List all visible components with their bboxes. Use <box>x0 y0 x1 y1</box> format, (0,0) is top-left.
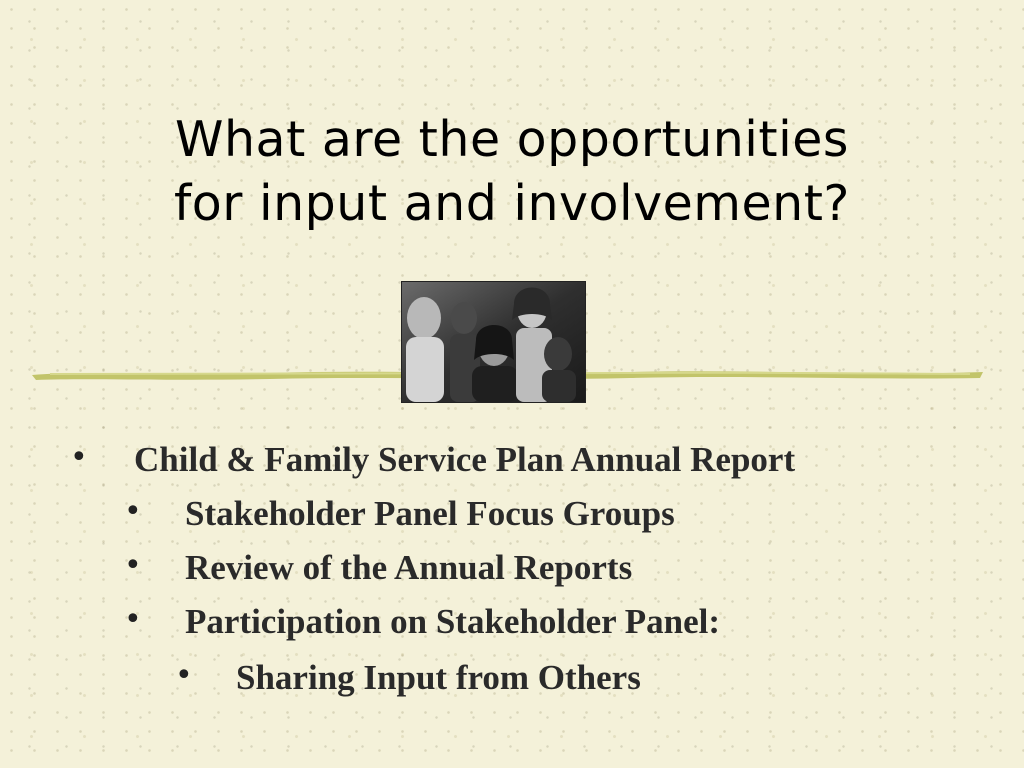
title-line-2: for input and involvement? <box>174 175 850 232</box>
title-line-1: What are the opportunities <box>175 111 849 168</box>
bullet-item: Stakeholder Panel Focus Groups <box>185 494 675 533</box>
bullet-marker: • <box>70 440 88 475</box>
bullet-marker: • <box>175 658 193 693</box>
bullet-marker: • <box>124 548 142 583</box>
bullet-item: Participation on Stakeholder Panel: <box>185 602 721 641</box>
bullet-item: Review of the Annual Reports <box>185 548 633 587</box>
children-photo <box>401 281 586 403</box>
slide-title <box>0 108 1024 236</box>
bullet-item: Child & Family Service Plan Annual Report <box>134 440 796 479</box>
bullet-marker: • <box>124 602 142 637</box>
bullet-item: Sharing Input from Others <box>236 658 641 697</box>
bullet-marker: • <box>124 494 142 529</box>
